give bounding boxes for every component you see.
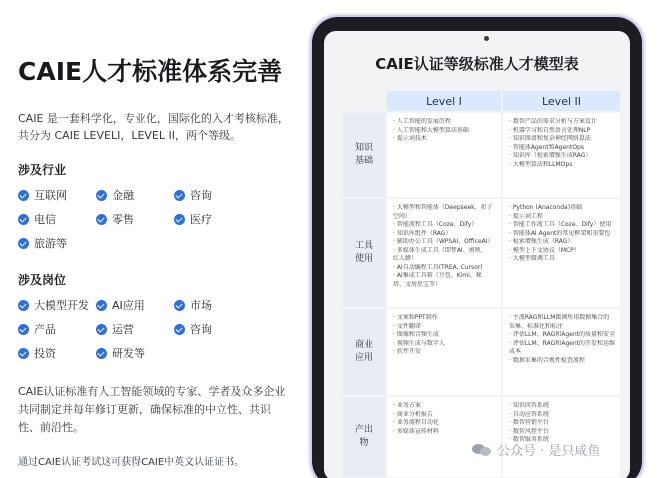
cell-line: · 数智服务系统: [509, 436, 549, 443]
cell-line: · 业务方案: [393, 402, 421, 409]
position-item: AI应用: [96, 297, 174, 313]
position-item: 产品: [18, 321, 96, 337]
level-1-cell: [387, 199, 501, 307]
cell-line: · AI自动编程工具(TREA, Cursor): [393, 263, 483, 271]
cell-line: · 知识库（检索增强生成RAG）: [509, 152, 592, 159]
cell-line: · 业务流程自动化: [393, 419, 439, 426]
level-2-cell: [503, 309, 620, 395]
cell-line: · 提示词工程: [509, 212, 543, 220]
check-icon: [174, 324, 185, 335]
cell-line: · 模型上下文协议（MCP）: [509, 246, 580, 254]
positions-title: 涉及岗位: [18, 273, 67, 287]
cell-line: · 数智产品的需求分析与方案设计: [509, 118, 597, 125]
headline: CAIE人才标准体系完善: [18, 57, 283, 86]
cell-line: · 机器学习和自然语言处理NLP: [509, 126, 591, 134]
check-icon: [96, 348, 107, 359]
industries-list: [18, 187, 290, 251]
cell-line: · 文案和PPT制作: [393, 314, 438, 321]
row-label: 商业 应用: [343, 309, 385, 395]
industries-title: 涉及行业: [18, 163, 67, 177]
positions-list: [18, 297, 290, 361]
cell-line: · 主流RAG和LLM微调所用数据集合的: [509, 314, 610, 321]
header-level-2: Level II: [503, 91, 620, 111]
check-icon: [18, 300, 29, 311]
watermark: [472, 440, 600, 459]
table-body: [343, 113, 620, 477]
level-2-cell: [503, 199, 620, 307]
cell-line: · 提示词技术: [393, 135, 427, 142]
table-row: [343, 309, 620, 395]
cell-line: · 图像和音频生成: [393, 331, 439, 338]
cell-line: · 检索增强生成（RAG）: [509, 238, 574, 245]
cell-line: · 数据采集的合规性检查流程: [509, 356, 585, 364]
intro-text: CAIE 是一套科学化，专业化，国际化的入才考核标准，共分为 CAIE LEVELI，LEVEL II，两个等级。: [18, 112, 289, 142]
cell-line: · 智能工作流工具（Coze、Dify）使用: [509, 221, 612, 228]
position-item: 咨询: [174, 321, 252, 337]
tablet-device: [312, 17, 642, 478]
check-icon: [174, 214, 185, 225]
industry-item: 互联网: [18, 187, 96, 203]
level-2-cell: [503, 397, 620, 477]
cell-line: 成本: [509, 348, 522, 355]
level-1-cell: [387, 309, 501, 395]
cell-line: · 大模型算法和LLMOps: [509, 160, 573, 168]
table-row: [343, 199, 620, 307]
cell-line: · 软件开发: [393, 348, 421, 355]
cell-line: · 知识库组件（RAG）: [393, 229, 452, 237]
cell-line: · 视频生成与数字人: [393, 339, 445, 347]
check-icon: [96, 190, 107, 201]
check-icon: [18, 190, 29, 201]
position-item: 市场: [174, 297, 252, 313]
industry-item: 金融: [96, 187, 174, 203]
check-icon: [18, 238, 29, 249]
cell-line: · 知识问答系统: [509, 402, 549, 409]
position-item: 投资: [18, 345, 96, 361]
check-icon: [18, 348, 29, 359]
industry-item: 咨询: [174, 187, 252, 203]
table-header-row: [343, 91, 620, 111]
cell-line: · 数智风控平台: [509, 427, 549, 435]
check-icon: [96, 324, 107, 335]
cell-line: · 辅助办公工具（WPSAI、OfficeAI）: [393, 238, 494, 245]
table-row: [343, 397, 620, 477]
watermark-text: 公众号 · 是只咸鱼: [497, 444, 601, 459]
row-label: 工具 使用: [343, 199, 385, 307]
table-row: [343, 113, 620, 197]
certificate-note: 通过CAIE认证考试这可获得CAIE中英文认证证书。: [18, 457, 245, 468]
check-icon: [18, 214, 29, 225]
industry-item: 旅游等: [18, 235, 96, 251]
check-icon: [96, 214, 107, 225]
header-level-1: Level I: [387, 91, 501, 111]
check-icon: [18, 324, 29, 335]
cell-line: · Python (Anaconda)基础: [509, 204, 583, 211]
cell-line: · 人工智能和大模型算法基础: [393, 126, 469, 134]
cell-line: · 商业分析报告: [393, 410, 433, 418]
cell-line: · 智能体Agent和AgentOps: [509, 143, 584, 151]
level-1-cell: [387, 113, 501, 197]
row-label: 产出 物: [343, 397, 385, 477]
check-icon: [174, 190, 185, 201]
camera-icon: [484, 36, 489, 41]
cell-line: · 多媒体宣传材料: [393, 427, 439, 435]
wechat-icon: [472, 443, 492, 457]
cell-line: · AI集成工具箱（豆包、Kimi、秘: [393, 272, 482, 279]
cell-line: · 知识图谱和复杂神经网络算法: [509, 135, 591, 142]
table-title: CAIE认证等级标准人才模型表: [375, 55, 579, 73]
industry-item: 电信: [18, 211, 96, 227]
position-item: 大模型开发: [18, 297, 96, 313]
position-item: 研发等: [96, 345, 174, 361]
cell-line: · 数智营销平台: [509, 419, 549, 426]
cell-line: 塔、文房思宝等）: [393, 280, 442, 288]
cell-line: · 智能流程工具（Coze、Dify）: [393, 221, 478, 228]
left-panel: [18, 52, 290, 468]
cell-line: · 文件翻译: [393, 322, 421, 330]
tablet-screen: [324, 31, 630, 478]
cell-line: · 人工智能的发展历程: [393, 118, 451, 125]
level-1-cell: [387, 397, 501, 477]
cell-line: · 多媒体生成工具（即梦AI、剪映、: [393, 246, 487, 254]
cell-line: · 自动应答系统: [509, 410, 549, 418]
cell-line: · 智能体AI Agent的常见框架和重要包: [509, 229, 611, 237]
position-item: 运营: [96, 321, 174, 337]
cell-line: 采集、标准化和标注: [509, 322, 564, 330]
industry-item: 医疗: [174, 211, 252, 227]
cell-line: · 评估LLM、RAG和Agent的质量和安全: [509, 331, 616, 338]
level-2-cell: [503, 113, 620, 197]
check-icon: [174, 300, 185, 311]
cell-line: · 大模型微调工具: [509, 255, 555, 262]
cell-line: · 评估LLM、RAG和Agent的开发和运维: [509, 339, 616, 347]
check-icon: [96, 300, 107, 311]
row-label: 知识 基础: [343, 113, 385, 197]
industry-item: 零售: [96, 211, 174, 227]
cell-line: 红人蜂）: [393, 255, 418, 262]
cell-line: · 大模型和智能体（Deepseek、扣子: [393, 204, 493, 211]
talent-model-table: [343, 91, 620, 477]
cell-line: 空间）: [393, 212, 412, 220]
standards-paragraph: CAIE认证标准有人工智能领域的专家、学者及众多企业共同制定并每年修订更新，确保标准的中立性、共识性、前沿性。: [18, 385, 286, 434]
